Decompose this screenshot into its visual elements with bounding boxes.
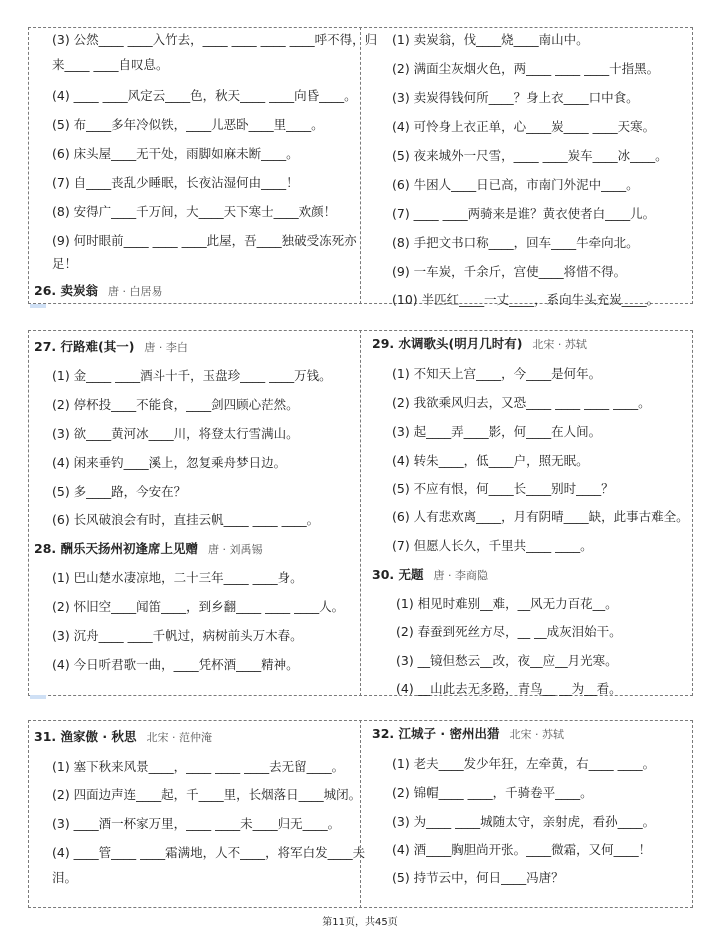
line: (2) 春蚕到死丝方尽，__ __成灰泪始干。 <box>396 624 622 639</box>
line: (1) 卖炭翁，伐____烧____南山中。 <box>392 32 589 47</box>
line: 足！ <box>52 256 78 271</box>
poem-name: 27. 行路难(其一) <box>34 339 135 354</box>
poem-name: 28. 酬乐天扬州初逢席上见赠 <box>34 541 198 556</box>
line: (6) 床头屋____无干处，雨脚如麻未断____。 <box>52 146 299 161</box>
line: (3) 沉舟____ ____千帆过，病树前头万木春。 <box>52 628 303 643</box>
line: (5) 持节云中，何日____冯唐？ <box>392 870 564 885</box>
line: (5) 多____路，今安在？ <box>52 484 187 499</box>
line: (3) ____酒一杯家万里，____ ____未____归无____。 <box>52 816 341 831</box>
line: (1) 不知天上宫____，今____是何年。 <box>392 366 602 381</box>
line: (4) 闲来垂钓____溪上，忽复乘舟梦日边。 <box>52 455 287 470</box>
line: (1) 金____ ____酒斗十千，玉盘珍____ ____万钱。 <box>52 368 332 383</box>
poem-name: 26. 卖炭翁 <box>34 283 98 298</box>
poem-author: 北宋 · 苏轼 <box>532 338 587 351</box>
line: (3) 为____ ____城随太守，亲射虎，看孙____。 <box>392 814 656 829</box>
line: (4) 酒____胸胆尚开张。____微霜，又何____！ <box>392 842 652 857</box>
line: (10) 半匹红____一丈____，系向牛头充炭____。 <box>392 292 660 307</box>
line: (4) __山此去无多路，青鸟__ __为__看。 <box>396 681 622 696</box>
poem-name: 32. 江城子 · 密州出猎 <box>372 726 500 741</box>
poem-title-29 <box>372 336 587 353</box>
page-footer: 第11页，共45页 <box>322 917 398 928</box>
poem-title-30 <box>372 567 488 584</box>
poem-name: 29. 水调歌头(明月几时有) <box>372 336 523 351</box>
poem-author: 唐 · 李白 <box>144 341 188 354</box>
line: (7) ____ ____两骑来是谁？黄衣使者白____儿。 <box>392 206 656 221</box>
line: (5) 布____多年冷似铁，____儿恶卧____里____。 <box>52 117 324 132</box>
line: (4) 可怜身上衣正单，心____炭____ ____天寒。 <box>392 119 656 134</box>
line: (5) 夜来城外一尺雪，____ ____炭车____冰____。 <box>392 148 668 163</box>
line: 泪。 <box>52 870 78 885</box>
line: (3) __镜但愁云__改，夜__应__月光寒。 <box>396 653 618 668</box>
poem-title-27 <box>34 339 188 356</box>
line: (4) ____ ____风定云____色，秋天____ ____向昏____。 <box>52 88 357 103</box>
line: (2) 怀旧空____闻笛____，到乡翻____ ____ ____人。 <box>52 599 345 614</box>
line: (9) 何时眼前____ ____ ____此屋，吾____独破受冻死亦 <box>52 233 357 248</box>
poem-author: 唐 · 刘禹锡 <box>208 543 263 556</box>
poem-author: 北宋 · 范仲淹 <box>146 731 212 744</box>
line: (4) 转朱____，低____户，照无眠。 <box>392 453 589 468</box>
line: (7) 但愿人长久，千里共____ ____。 <box>392 538 593 553</box>
line: (5) 不应有恨，何____长____别时____？ <box>392 481 614 496</box>
line: (1) 相见时难别__难，__风无力百花__。 <box>396 596 618 611</box>
line: (3) 公然____ ____入竹去，____ ____ ____ ____呼不得，归 <box>52 32 378 47</box>
poem-name: 31. 渔家傲 · 秋思 <box>34 729 137 744</box>
line: (6) 人有悲欢离____，月有阴晴____缺，此事古难全。 <box>392 509 689 524</box>
line: (6) 牛困人____日已高，市南门外泥中____。 <box>392 177 639 192</box>
line: (7) 自____丧乱少睡眠，长夜沾湿何由____！ <box>52 175 299 190</box>
poem-name: 30. 无题 <box>372 567 424 582</box>
column-divider <box>360 720 361 908</box>
poem-author: 北宋 · 苏轼 <box>509 728 564 741</box>
line: (8) 手把文书口称____，回车____牛牵向北。 <box>392 235 639 250</box>
line: (4) ____管____ ____霜满地，人不____，将军白发____夫 <box>52 845 366 860</box>
line: (8) 安得广____千万间，大____天下寒士____欢颜！ <box>52 204 337 219</box>
line: (2) 四面边声连____起，千____里，长烟落日____城闭。 <box>52 787 362 802</box>
line: 来____ ____自叹息。 <box>52 57 169 72</box>
line: (1) 老夫____发少年狂，左牵黄，右____ ____。 <box>392 756 656 771</box>
column-divider <box>360 330 361 696</box>
line: (2) 锦帽____ ____，千骑卷平____。 <box>392 785 593 800</box>
poem-title-26 <box>34 283 163 300</box>
line: (9) 一车炭，千余斤，宫使____将惜不得。 <box>392 264 627 279</box>
line: (6) 长风破浪会有时，直挂云帆____ ____ ____。 <box>52 512 320 527</box>
column-divider <box>360 27 361 304</box>
line: (2) 停杯投____不能食，____剑四顾心茫然。 <box>52 397 299 412</box>
poem-title-32 <box>372 726 564 743</box>
line: (2) 满面尘灰烟火色，两____ ____ ____十指黑。 <box>392 61 660 76</box>
poem-author: 唐 · 白居易 <box>108 285 163 298</box>
poem-title-28 <box>34 541 263 558</box>
grade-header <box>30 304 46 308</box>
line: (3) 起____弄____影，何____在人间。 <box>392 424 602 439</box>
grade-header <box>30 695 46 699</box>
line: (3) 卖炭得钱何所____？身上衣____口中食。 <box>392 90 639 105</box>
line: (1) 塞下秋来风景____，____ ____ ____去无留____。 <box>52 759 345 774</box>
poem-author: 唐 · 李商隐 <box>433 569 488 582</box>
line: (4) 今日听君歌一曲，____凭杯酒____精神。 <box>52 657 299 672</box>
line: (3) 欲____黄河冰____川，将登太行雪满山。 <box>52 426 299 441</box>
line: (1) 巴山楚水凄凉地，二十三年____ ____身。 <box>52 570 303 585</box>
line: (2) 我欲乘风归去，又恐____ ____ ____ ____。 <box>392 395 651 410</box>
poem-title-31 <box>34 729 212 746</box>
